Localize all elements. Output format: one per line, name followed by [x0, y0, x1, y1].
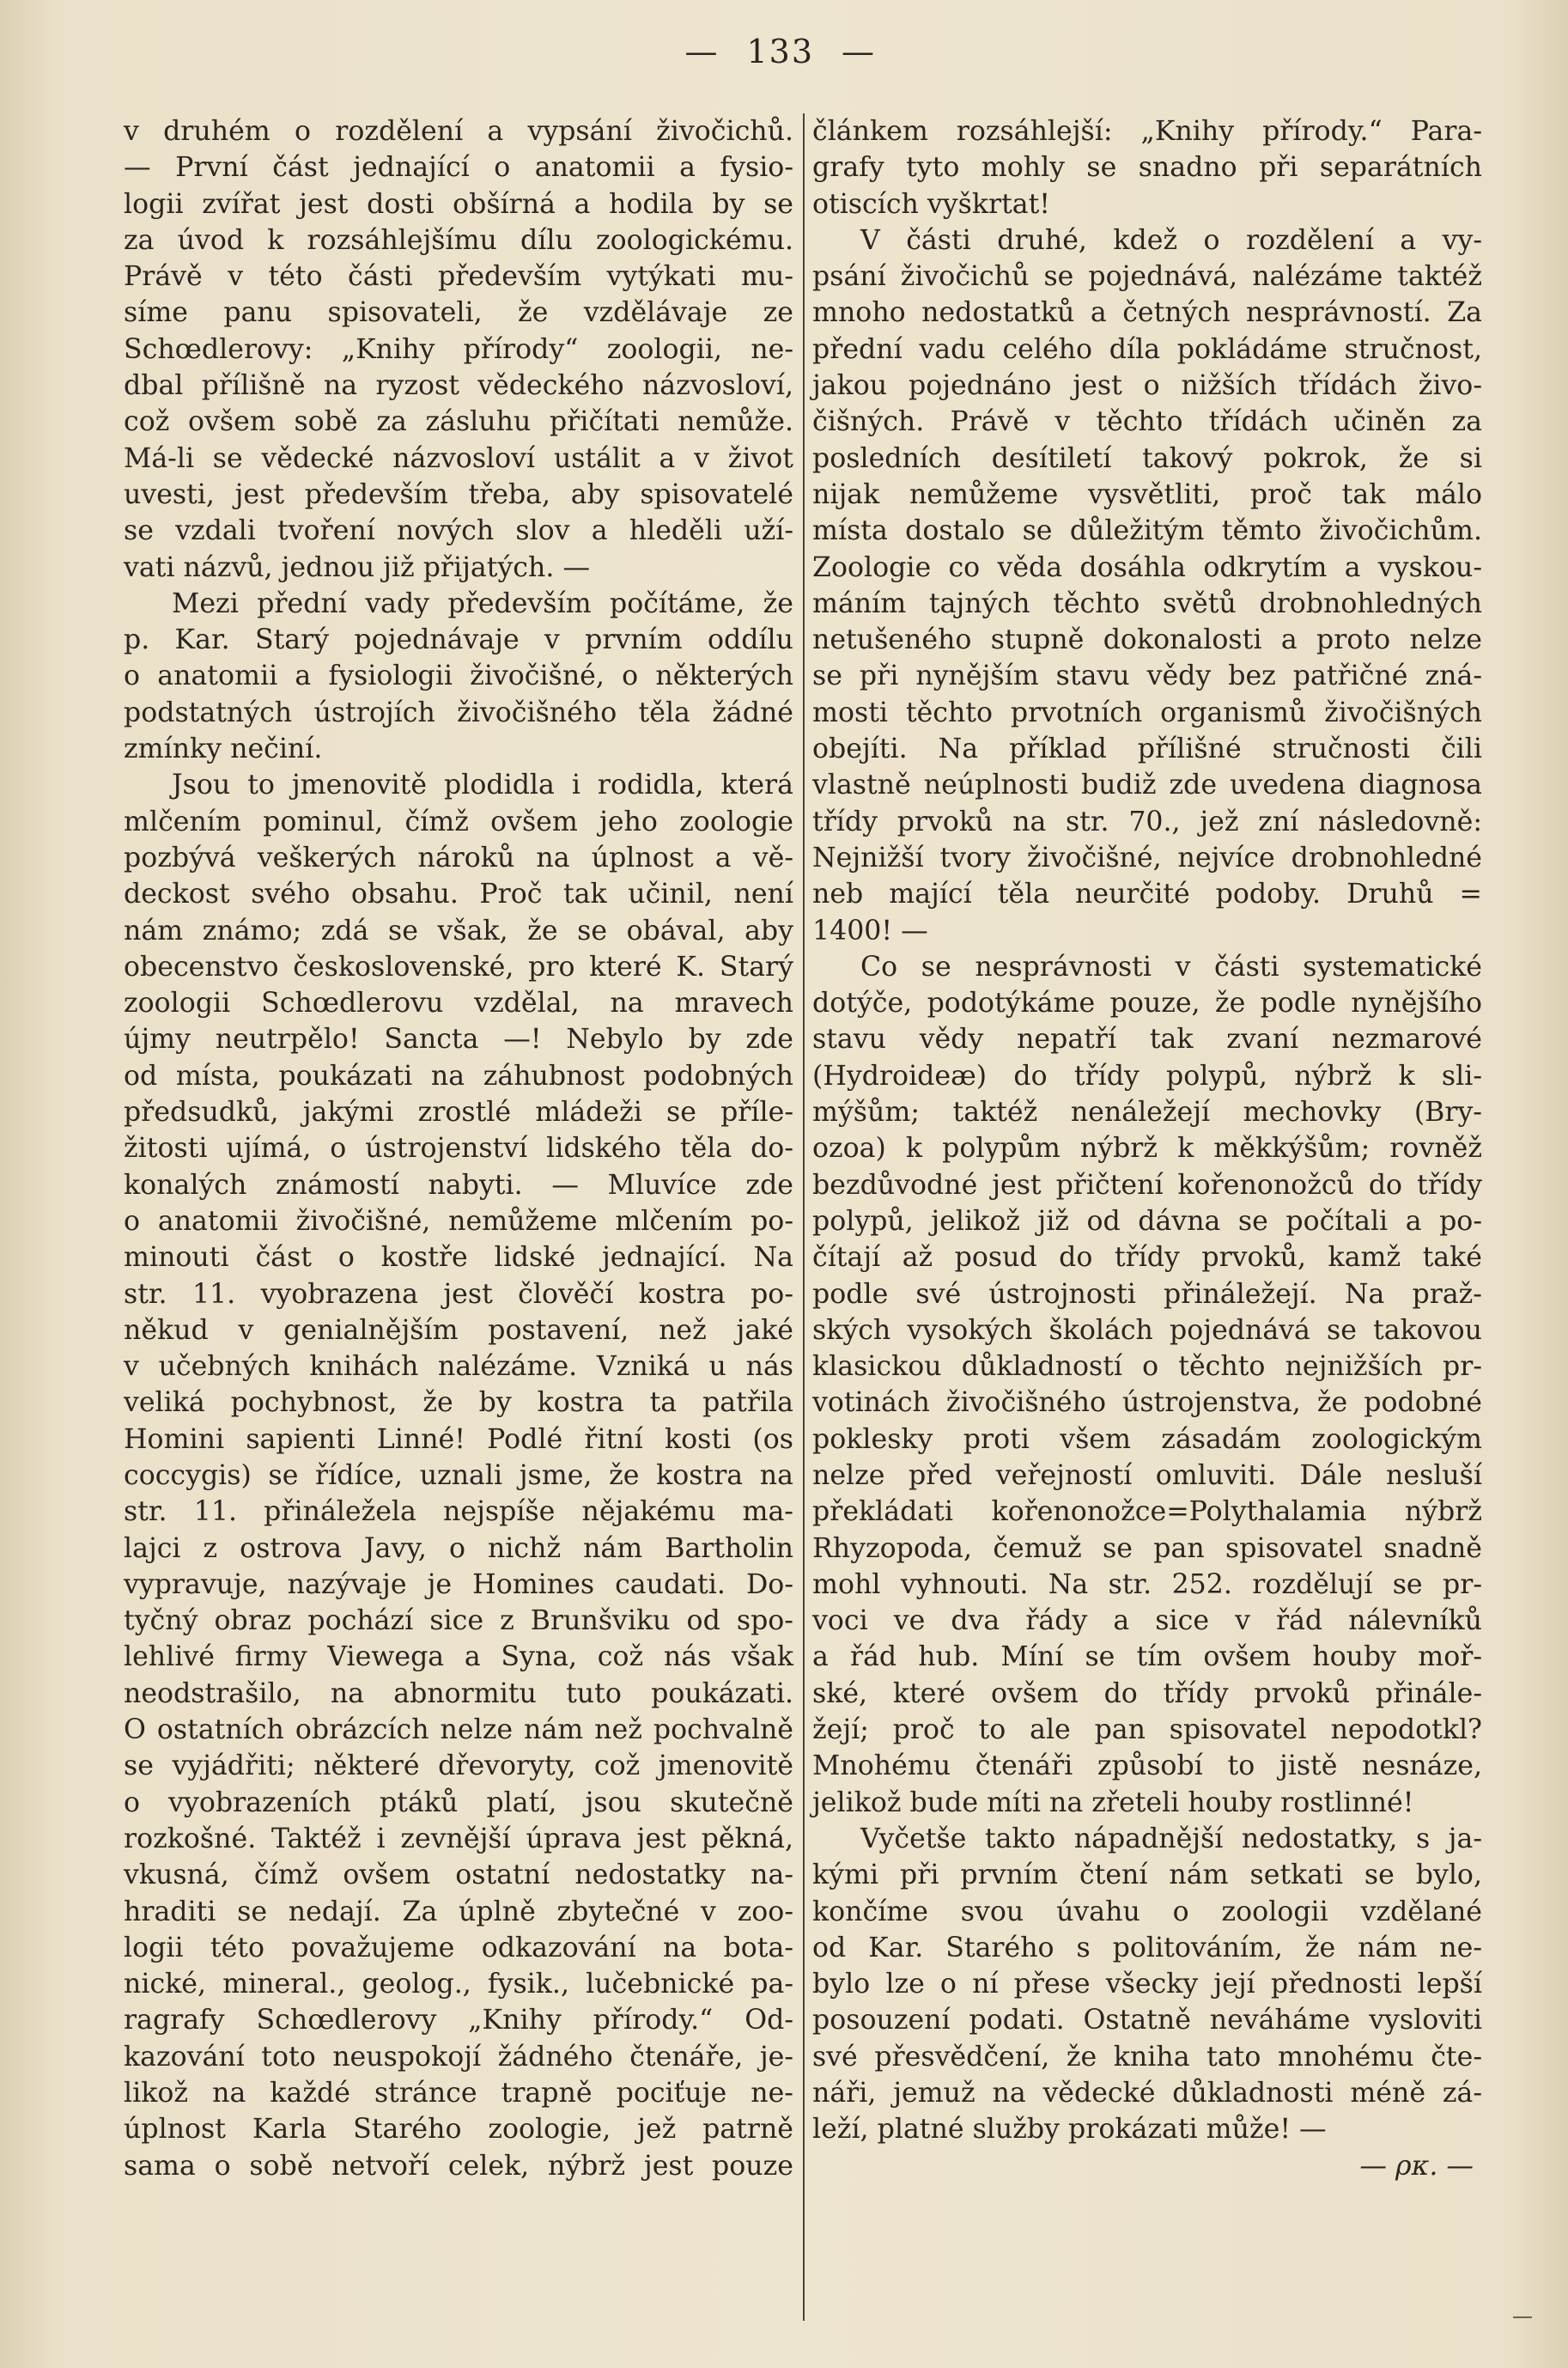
text-line: žejí; proč to ale pan spisovatel nepodotkl? [812, 1714, 1482, 1746]
text-line: podle své ústrojnosti přináležejí. Na praž- [812, 1278, 1482, 1310]
text-line: ragrafy Schœdlerovy „Knihy přírody.“ Od- [124, 2005, 793, 2036]
text-line: Právě v této části především vytýkati mu- [124, 261, 793, 293]
left-column [124, 113, 793, 2184]
text-line: Homini sapienti Linné! Podlé řitní kosti (os [124, 1423, 793, 1455]
page-number-dash-right: — [842, 33, 876, 70]
text-line: sama o sobě netvoří celek, nýbrž jest pouze [124, 2150, 793, 2182]
text-line: — ρκ. — [1359, 2150, 1474, 2182]
text-line: voci ve dva řády a sice v řád nálevníků [812, 1605, 1482, 1637]
text-line: zmínky nečiní. [124, 734, 323, 765]
text-line: coccygis) se řídíce, uznali jsme, že kostra na [124, 1459, 793, 1491]
text-line: logii zvířat jest dosti obšírná a hodila by se [124, 188, 793, 220]
text-line: síme panu spisovateli, že vzdělávaje ze [124, 297, 793, 329]
text-line: nické, mineral., geolog., fysik., lučebnické pa- [124, 1969, 793, 2000]
text-line: logii této považujeme odkazování na bota- [124, 1932, 793, 1963]
text-line: náři, jemuž na vědecké důkladnosti méně zá- [812, 2078, 1482, 2109]
text-line: o anatomii a fysiologii živočišné, o některých [124, 660, 793, 692]
text-line: mýšům; taktéž nenáležejí mechovky (Bry- [812, 1097, 1482, 1129]
text-line: neb mající těla neurčité podoby. Druhů = [812, 879, 1482, 910]
text-line: dbal přílišně na ryzost vědeckého názvosloví, [124, 370, 793, 402]
text-line: Nejnižší tvory živočišné, nejvíce drobnohledné [812, 842, 1482, 874]
text-line: konalých známostí nabyti. — Mluvíce zde [124, 1169, 793, 1201]
text-line: někud v genialnějším postavení, než jaké [124, 1314, 793, 1346]
text-line: mnoho nedostatků a četných nesprávností. Za [812, 297, 1482, 329]
text-line: nám známo; zdá se však, že se obával, aby [124, 915, 793, 947]
text-line: Schœdlerovy: „Knihy přírody“ zoologii, ne- [124, 333, 793, 365]
text-line: 1400! — [812, 915, 928, 947]
text-line: článkem rozsáhlejší: „Knihy přírody.“ Para- [812, 116, 1482, 147]
column-divider [803, 113, 805, 2321]
text-line: psání živočichů se pojednává, nalézáme taktéž [812, 261, 1482, 293]
page-number: 133 [746, 33, 814, 70]
text-line: v druhém o rozdělení a vypsání živočichů. [124, 116, 793, 147]
text-line: o anatomii živočišné, nemůžeme mlčením po- [124, 1205, 793, 1237]
text-line: Zoologie co věda dosáhla odkrytím a vyskou- [812, 551, 1482, 583]
text-line: hraditi se nedají. Za úplně zbytečné v zoo- [124, 1896, 793, 1927]
text-line: své přesvědčení, že kniha tato mnohému čte- [812, 2041, 1482, 2073]
text-line: v učebných knihách nalézáme. Vzniká u nás [124, 1351, 793, 1383]
text-line: grafy tyto mohly se snadno při separátních [812, 152, 1482, 184]
text-line: překládati kořenonožce=Polythalamia nýbrž [812, 1496, 1482, 1528]
text-line: ozoa) k polypům nýbrž k měkkýšům; rovněž [812, 1133, 1482, 1165]
text-line: pozbývá veškerých nároků na úplnost a vě- [124, 842, 793, 874]
text-line: str. 11. vyobrazena jest člověčí kostra po- [124, 1278, 793, 1310]
text-line: veliká pochybnost, že by kostra ta patřila [124, 1387, 793, 1419]
text-line: čítají až posud do třídy prvoků, kamž také [812, 1242, 1482, 1274]
text-line: O ostatních obrázcích nelze nám než pochvalně [124, 1714, 793, 1746]
text-line: Co se nesprávnosti v části systematické [860, 951, 1482, 983]
text-line: obecenstvo československé, pro které K. Starý [124, 951, 793, 983]
text-line: což ovšem sobě za zásluhu přičítati nemůže. [124, 406, 793, 438]
text-line: neodstrašilo, na abnormitu tuto poukázati. [124, 1677, 793, 1709]
text-line: likož na každé stránce trapně pociťuje ne- [124, 2078, 793, 2109]
text-line: mlčením pominul, čímž ovšem jeho zoologie [124, 806, 793, 837]
text-line: třídy prvoků na str. 70., jež zní následovně: [812, 806, 1482, 837]
text-line: podstatných ústrojích živočišného těla žádné [124, 697, 793, 728]
text-line: polypů, jelikož již od dávna se počítali a po- [812, 1205, 1482, 1237]
page-number-header [0, 33, 1568, 70]
text-line: předsudků, jakými zrostlé mládeži se příle- [124, 1097, 793, 1129]
text-line: o vyobrazeních ptáků platí, jsou skutečně [124, 1787, 793, 1818]
page-number-dash-left: — [684, 33, 720, 70]
text-line: V části druhé, kdež o rozdělení a vy- [860, 224, 1482, 256]
text-line: Mezi přední vady především počítáme, že [172, 587, 793, 619]
text-line: máním tajných těchto světů drobnohledných [812, 587, 1482, 619]
text-line: jakou pojednáno jest o nižších třídách živo- [812, 370, 1482, 402]
text-line: místa dostalo se důležitým těmto živočichům. [812, 515, 1482, 547]
text-line: ských vysokých školách pojednává se takovou [812, 1314, 1482, 1346]
text-line: se při nynějším stavu vědy bez patřičné zná- [812, 660, 1482, 692]
text-line: leží, platné služby prokázati může! — [812, 2114, 1327, 2146]
right-column [812, 113, 1482, 2184]
text-line: bezdůvodné jest přičtení kořenonožců do třídy [812, 1169, 1482, 1201]
text-line: kými při prvním čtení nám setkati se bylo, [812, 1860, 1482, 1891]
text-line: stavu vědy nepatří tak zvaní nezmarové [812, 1024, 1482, 1056]
text-line: žitosti ujímá, o ústrojenství lidského těla do- [124, 1133, 793, 1165]
text-line: lajci z ostrova Javy, o nichž nám Bartholin [124, 1532, 793, 1564]
text-line: přední vadu celého díla pokládáme stručnost, [812, 333, 1482, 365]
text-line: vkusná, čímž ovšem ostatní nedostatky na- [124, 1860, 793, 1891]
text-line: mosti těchto prvotních organismů živočišných [812, 697, 1482, 728]
text-line: str. 11. přináležela nejspíše nějakému ma- [124, 1496, 793, 1528]
text-line: votinách živočišného ústrojenstva, že podobné [812, 1387, 1482, 1419]
text-line: posouzení podati. Ostatně neváháme vysloviti [812, 2005, 1482, 2036]
text-line: (Hydroideæ) do třídy polypů, nýbrž k sli- [812, 1060, 1482, 1092]
text-line: lehlivé firmy Viewega a Syna, což nás však [124, 1641, 793, 1673]
text-line: otiscích vyškrtat! [812, 188, 1051, 220]
text-line: mohl vyhnouti. Na str. 252. rozdělují se pr- [812, 1568, 1482, 1600]
text-line: klasickou důkladností o těchto nejnižších pr- [812, 1351, 1482, 1383]
text-line: obejíti. Na příklad přílišné stručnosti čili [812, 734, 1482, 765]
text-line: Jsou to jmenovitě plodidla i rodidla, která [172, 770, 793, 801]
text-line: končíme svou úvahu o zoologii vzdělané [812, 1896, 1482, 1927]
text-line: p. Kar. Starý pojednávaje v prvním oddílu [124, 624, 793, 656]
text-line: rozkošné. Taktéž i zevnější úprava jest pěkná, [124, 1823, 793, 1854]
text-line: dotýče, podotýkáme pouze, že podle nynějšího [812, 988, 1482, 1020]
text-line: čišných. Právě v těchto třídách učiněn za [812, 406, 1482, 438]
text-line: se vyjádřiti; některé dřevoryty, což jmenovitě [124, 1750, 793, 1782]
text-line: Má-li se vědecké názvosloví ustálit a v život [124, 442, 793, 474]
text-line: Vyčetše takto nápadnější nedostatky, s ja- [860, 1823, 1482, 1854]
text-line: poklesky proti všem zásadám zoologickým [812, 1423, 1482, 1455]
text-line: tyčný obraz pochází sice z Brunšviku od spo- [124, 1605, 793, 1637]
text-line: úplnost Karla Starého zoologie, jež patrně [124, 2114, 793, 2146]
text-line: újmy neutrpělo! Sancta —! Nebylo by zde [124, 1024, 793, 1056]
text-line: od místa, poukázati na záhubnost podobných [124, 1060, 793, 1092]
text-line: Mnohému čtenáři způsobí to jistě nesnáze, [812, 1750, 1482, 1782]
text-line: kazování toto neuspokojí žádného čtenáře, je- [124, 2041, 793, 2073]
text-line: vlastně neúplnosti budiž zde uvedena diagnosa [812, 770, 1482, 801]
text-line: — První část jednající o anatomii a fysio- [124, 152, 793, 184]
text-line: jelikož bude míti na zřeteli houby rostlinné! [812, 1787, 1414, 1818]
text-line: zoologii Schœdlerovu vzdělal, na mravech [124, 988, 793, 1020]
corner-mark [1513, 2316, 1532, 2334]
text-line: uvesti, jest především třeba, aby spisovatelé [124, 478, 793, 510]
text-line: minouti část o kostře lidské jednající. Na [124, 1242, 793, 1274]
text-line: vypravuje, nazývaje je Homines caudati. Do- [124, 1568, 793, 1600]
text-line: deckost svého obsahu. Proč tak učinil, není [124, 879, 793, 910]
text-line: bylo lze o ní přese všecky její přednosti lepší [812, 1969, 1482, 2000]
text-line: ské, které ovšem do třídy prvoků přinále- [812, 1677, 1482, 1709]
text-line: posledních desítiletí takový pokrok, že si [812, 442, 1482, 474]
text-line: nijak nemůžeme vysvětliti, proč tak málo [812, 478, 1482, 510]
text-line: za úvod k rozsáhlejšímu dílu zoologickému. [124, 224, 793, 256]
text-line: od Kar. Starého s politováním, že nám ne- [812, 1932, 1482, 1963]
text-line: vati názvů, jednou již přijatých. — [124, 551, 591, 583]
text-line: netušeného stupně dokonalosti a proto nelze [812, 624, 1482, 656]
text-line: nelze před veřejností omluviti. Dále nesluší [812, 1459, 1482, 1491]
text-line: se vzdali tvoření nových slov a hleděli uží- [124, 515, 793, 547]
text-line: a řád hub. Míní se tím ovšem houby moř- [812, 1641, 1482, 1673]
text-line: Rhyzopoda, čemuž se pan spisovatel snadně [812, 1532, 1482, 1564]
